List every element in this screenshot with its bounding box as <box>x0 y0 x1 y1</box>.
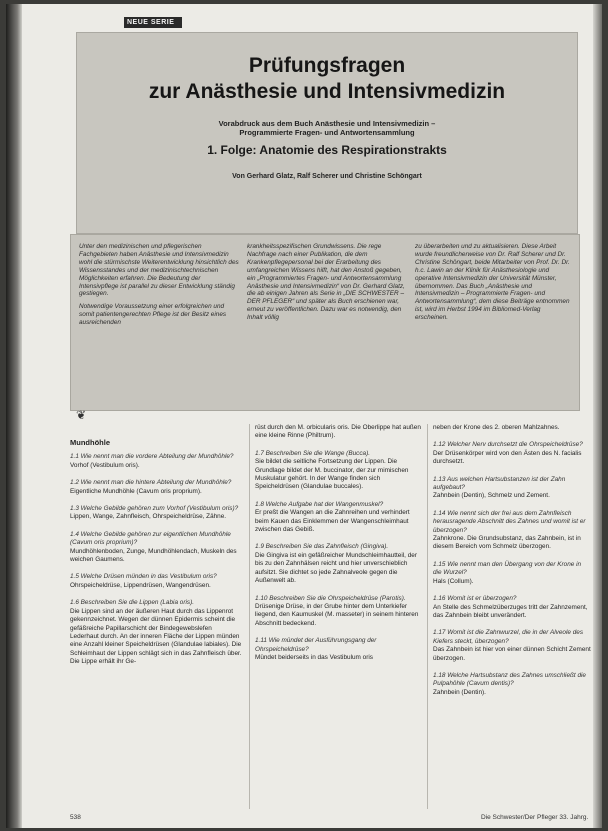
answer-text: Der Drüsenkörper wird von den Ästen des N. facialis durchsetzt. <box>433 449 582 466</box>
answer-text: Die Gingiva ist ein gefäßreicher Mundschleimhautteil, der bis zu den Zahnhälsen reicht und hier unverschieblich aufsitzt. Sie dichtet so jede Zahnalveole gegen die Außenwelt ab. <box>255 551 417 585</box>
qa-item <box>255 450 421 501</box>
qa-item <box>70 573 242 599</box>
qa-item <box>433 441 591 475</box>
answer-text: Zahnbein (Dentin). <box>433 688 486 696</box>
question-text: 1.16 Womit ist er überzogen? <box>433 595 517 603</box>
series-title: 1. Folge: Anatomie des Respirationstrakts <box>207 143 447 157</box>
authors-line: Von Gerhard Glatz, Ralf Scherer und Christine Schöngart <box>232 173 422 180</box>
article-subtitle <box>77 119 577 137</box>
question-text: 1.15 Wie nennt man den Übergang von der Krone in die Wurzel? <box>433 560 582 577</box>
body-column-3 <box>433 424 591 706</box>
answer-text: neben der Krone des 2. oberen Mahlzahnes. <box>433 424 560 431</box>
question-text: 1.1 Wie nennt man die vordere Abteilung der Mundhöhle? <box>70 453 234 461</box>
title-line-2: zur Anästhesie und Intensivmedizin <box>148 80 506 103</box>
answer-text: Er preßt die Wangen an die Zahnreihen und verhindert beim Kauen das Einklemmen der Wangenschleimhaut zwischen das Gebiß. <box>255 509 410 534</box>
section-heading: Mundhöhle <box>70 438 110 447</box>
qa-item <box>433 561 591 595</box>
book-gutter-shadow <box>6 4 22 828</box>
title-line-1: Prüfungsfragen <box>248 54 406 77</box>
answer-text: Drüsenige Drüse, in der Grube hinter dem Unterkiefer liegend, den Kaumuskel (M. masseter) in seinem hinteren Abschnitt bedeckend. <box>255 602 419 627</box>
intro-column-3 <box>415 243 575 327</box>
question-text: 1.4 Welche Gebilde gehören zur eigentlichen Mundhöhle (Cavum oris proprium)? <box>70 530 231 547</box>
page-edge-shadow <box>593 4 602 828</box>
answer-text: Eigentliche Mundhöhle (Cavum oris proprium). <box>70 487 202 495</box>
qa-item <box>255 424 421 450</box>
column-divider <box>249 424 250 809</box>
answer-text: Das Zahnbein ist hier von einer dünnen Schicht Zement überzogen. <box>433 646 591 662</box>
column-divider <box>427 424 428 809</box>
question-text: 1.2 Wie nennt man die hintere Abteilung der Mundhöhle? <box>70 479 232 487</box>
qa-item <box>255 501 421 544</box>
question-text: 1.7 Beschreiben Sie die Wange (Bucca). <box>255 449 370 457</box>
answer-text: Hals (Collum). <box>433 577 474 585</box>
article-header-box <box>76 32 578 234</box>
answer-text: Die Lippen sind an der äußeren Haut durch das Lippenrot gekennzeichnet. Wegen der dünnen Epidermis scheint die gefäßreiche Papillarschicht der Bindegewebslefen Lederhaut durch. An der inneren Fläche der Lippen münden eine Anzahl kleiner Speicheldrüsen (Glandulae labiales). Die Schleimhaut der Lippen schlägt sich in das Zahnfleisch über. Die Lippe erhält ihr Ge- <box>70 607 242 666</box>
qa-item <box>433 476 591 510</box>
qa-item <box>433 629 591 672</box>
question-text: 1.8 Welche Aufgabe hat der Wangenmuskel? <box>255 500 384 508</box>
intro-paragraph: Notwendige Voraussetzung einer erfolgreichen und somit patientengerechten Pflege ist der Besitz eines ausreichenden <box>79 303 227 327</box>
intro-column-2 <box>247 243 407 327</box>
subtitle-line-2: Programmierte Fragen- und Antwortensammlung <box>239 128 415 137</box>
intro-column-1 <box>79 243 239 332</box>
question-text: 1.3 Welche Gebilde gehören zum Vorhof (Vestibulum oris)? <box>70 505 239 513</box>
question-text: 1.6 Beschreiben Sie die Lippen (Labia oris). <box>70 599 194 607</box>
answer-text: rüst durch den M. orbicularis oris. Die Oberlippe hat außen eine kleine Rinne (Philtrum). <box>255 424 421 440</box>
body-column-2 <box>255 424 421 671</box>
question-text: 1.11 Wie mündet der Ausführungsgang der Ohrspeicheldrüse? <box>255 637 377 653</box>
qa-item <box>255 637 421 671</box>
qa-item <box>255 595 421 638</box>
ornament-icon: ❦ <box>76 408 87 422</box>
intro-paragraph: zu überarbeiten und zu aktualisieren. Diese Arbeit wurde freundlicherweise von Dr. Ralf Scherer und Dr. Christine Schöngart, beide Mitarbeiter von Prof. Dr. Dr. h.c. Lawin an der Klinik für Anästhesiologie und operative Intensivmedizin der Universität Münster, übernommen. Das Buch „Anästhesie und Intensivmedizin – Programmierte Fragen- und Antwortensammlung“, dem diese Beiträge entnommen ist, wird im Herbst 1994 im Bibliomed-Verlag erscheinen. <box>415 243 570 322</box>
answer-text: Vorhof (Vestibulum oris). <box>70 461 140 469</box>
magazine-page <box>6 4 602 828</box>
subtitle-line-1: Vorabdruck aus dem Buch Anästhesie und Intensivmedizin – <box>218 119 436 128</box>
qa-item <box>255 543 421 594</box>
article-title <box>77 53 577 105</box>
answer-text: Zahnbein (Dentin), Schmelz und Zement. <box>433 492 550 500</box>
journal-footer: Die Schwester/Der Pfleger 33. Jahrg. <box>481 814 589 821</box>
intro-paragraph: Unter den medizinischen und pflegerischen Fachgebieten haben Anästhesie und Intensivmedizin wohl die stürmischste Weiterentwicklung hinsichtlich des Wissensstandes und der medizinischtechnischen Möglichkeiten erfahren. Die Bedeutung der Intensivpflege ist parallel zu dieser Entwicklung ständig gestiegen. <box>79 243 239 298</box>
question-text: 1.14 Wie nennt sich der frei aus dem Zahnfleisch herausragende Abschnitt des Zahnes und womit ist er überzogen? <box>433 509 586 534</box>
question-text: 1.5 Welche Drüsen münden in das Vestibulum oris? <box>70 573 217 581</box>
answer-text: Sie bildet die seitliche Fortsetzung der Lippen. Die Grundlage bildet der M. buccinator, der zur mimischen Muskulatur gehört. In der Wange finden sich Speicheldrüsen (Glandulae buccales). <box>255 458 409 491</box>
answer-text: Mündet beiderseits in das Vestibulum oris <box>255 653 373 661</box>
qa-item <box>70 453 242 479</box>
answer-text: Ohrspeicheldrüse, Lippendrüsen, Wangendrüsen. <box>70 581 211 589</box>
intro-paragraph: krankheitsspezifischen Grundwissens. Die rege Nachfrage nach einer Publikation, die dem Krankenpflegepersonal bei der Erarbeitung des umfangreichen Wissens hilft, hat den Anstoß gegeben, ein „Programmiertes Fragen- und Antwortensammlung Anästhesie und Intensivmedizin“ von Dr. Gerhard Glatz, die ab einigen Jahren als Serie in „DIE SCHWESTER – DER PFLEGER“ und später als Buch erschienen war, erneut zu veröffentlichen. Dazu war es notwendig, den Inhalt völlig <box>247 243 405 322</box>
qa-item <box>433 424 591 441</box>
qa-item <box>433 510 591 561</box>
answer-text: Mundhöhlenboden, Zunge, Mundhöhlendach, Muskeln des weichen Gaumens. <box>70 547 237 564</box>
answer-text: An Stelle des Schmelzüberzuges tritt der Zahnzement, das Zahnbein bleibt unverändert. <box>433 603 588 619</box>
intro-box <box>70 234 580 411</box>
question-text: 1.17 Womit ist die Zahnwurzel, die in der Alveole des Kiefers steckt, überzogen? <box>433 629 584 645</box>
qa-item <box>433 672 591 706</box>
body-column-1 <box>70 439 242 676</box>
qa-item <box>433 595 591 629</box>
answer-text: Lippen, Wange, Zahnfleisch, Ohrspeicheldrüse, Zähne. <box>70 513 227 521</box>
qa-item <box>70 505 242 531</box>
section-tag: NEUE SERIE <box>124 17 182 28</box>
question-text: 1.10 Beschreiben Sie die Ohrspeicheldrüse (Parotis). <box>255 594 406 602</box>
qa-item <box>70 599 242 675</box>
qa-item <box>70 531 242 574</box>
question-text: 1.12 Welcher Nerv durchsetzt die Ohrspeicheldrüse? <box>433 441 583 449</box>
qa-item <box>70 479 242 505</box>
question-text: 1.9 Beschreiben Sie das Zahnfleisch (Gingiva). <box>255 543 389 551</box>
page-number: 538 <box>70 814 81 821</box>
question-text: 1.13 Aus welchen Hartsubstanzen ist der Zahn aufgebaut? <box>433 475 566 492</box>
question-text: 1.18 Welche Hartsubstanz des Zahnes umschließt die Pulpahöhle (Cavum dentis)? <box>433 671 586 688</box>
answer-text: Zahnkrone. Die Grundsubstanz, das Zahnbein, ist in diesem Bereich vom Schmelz überzogen. <box>433 535 581 551</box>
